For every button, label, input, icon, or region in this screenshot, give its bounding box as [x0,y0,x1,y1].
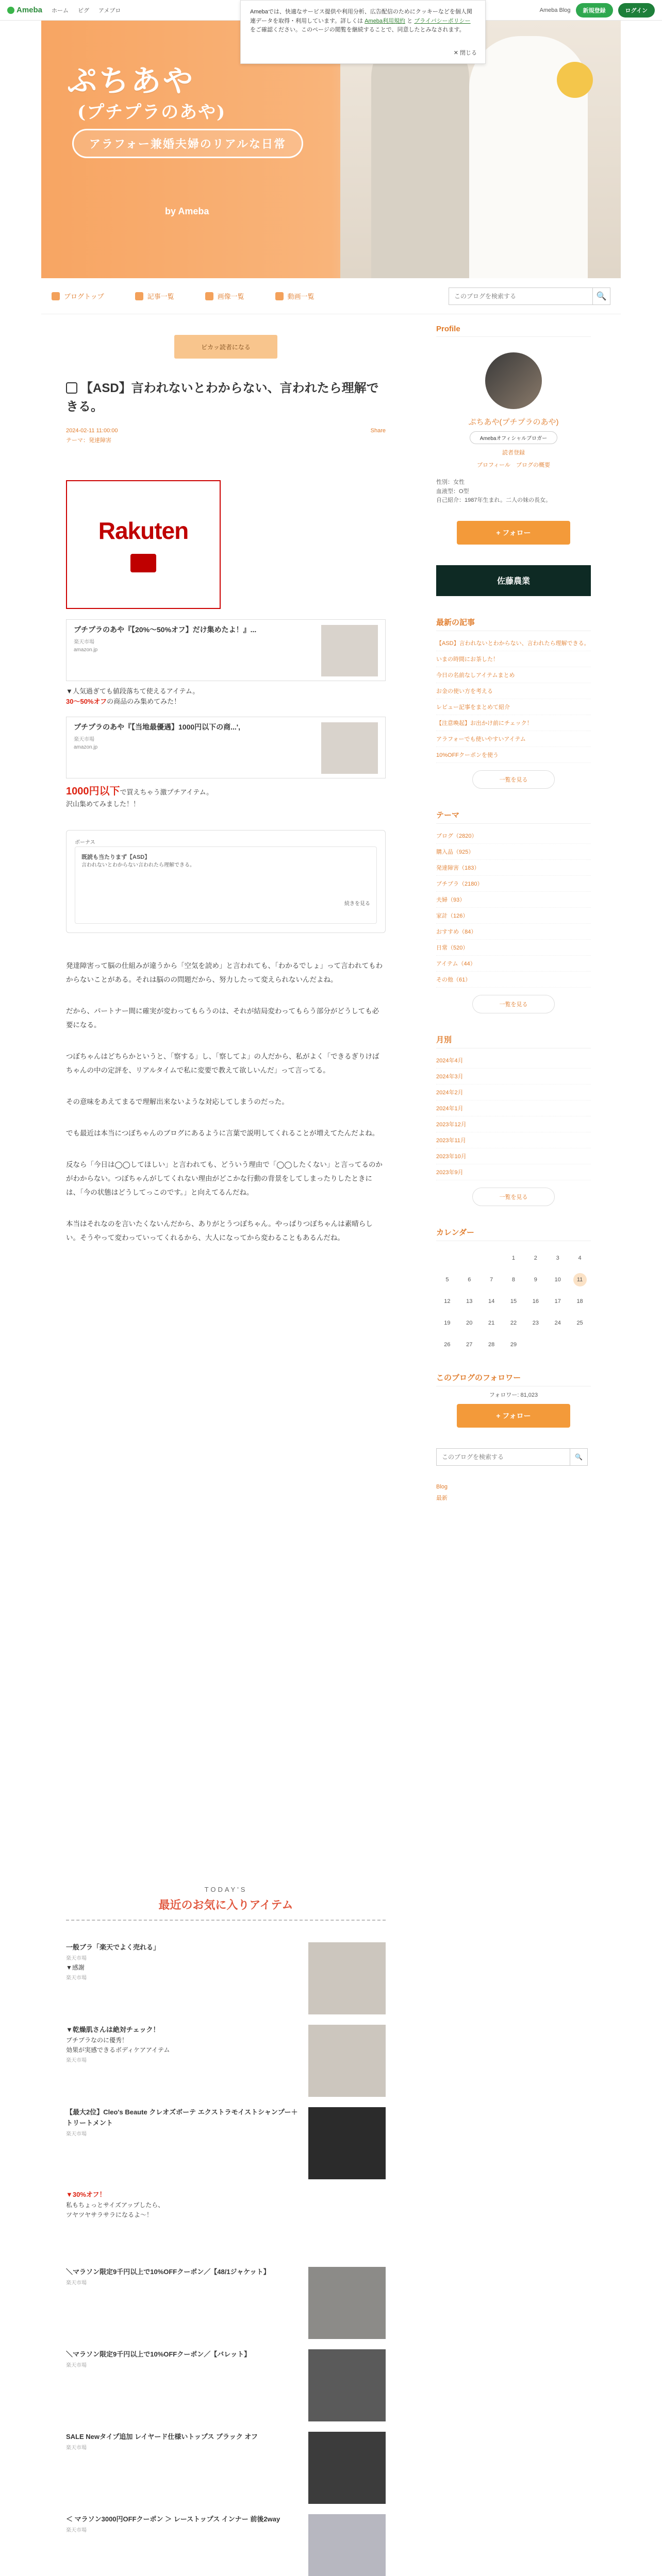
read-more-link[interactable]: 続きを見る [344,901,370,907]
become-reader-button[interactable]: ピカッ読者になる [174,335,277,359]
search-icon: 🔍 [596,292,607,301]
nav-entries[interactable]: 記事一覧 [135,291,174,301]
today-items-section: TODAY'S 最近のお気に入りアイテム 一般ブラ「楽天でよく売れる」 楽天市場 ▼感謝 楽天市場 ▼乾燥肌さんは絶対チェック！ プチプラなのに優秀！ 効果が実感できるボディケアアイテム 楽天市場 【最大2位】Cleo's Beaute クレオズボーテ エクストラモイストシャンプー＋トリートメント 楽天市場 ▼30%オフ！ 私もちょっとサイズアップしたら、 ツヤツヤサラサラになるよ〜！ ＼マラソン限定9千円以上で10%OFFクーポン／【48/1ジャケット】 楽天市場 ＼マラソン限定9千円以上で10%OFFクーポン／【バレット】 楽天市場 SALE Newタイプ追加 レイヤード仕様いトップス ブラック オフ 楽天市場 ＜ マラソン3000円OFFクーポン ＞ レーストップス インナー 前後2way 楽天市場 [66,1886,386,1921]
nav-images[interactable]: 画像一覧 [205,291,244,301]
theme-item[interactable]: ブログ（2820） [436,828,591,844]
rec-item-4[interactable]: ▼30%オフ！ 私もちょっとサイズアップしたら、 ツヤツヤサラサラになるよ〜！ [66,2190,386,2257]
calendar-day[interactable]: 1 [511,1255,516,1261]
calendar-day[interactable]: 20 [466,1319,473,1326]
share-button[interactable]: Share [370,428,386,434]
calendar-day[interactable]: 9 [534,1276,537,1283]
rec-image-5 [308,2267,386,2339]
main-column [66,325,386,1262]
calendar-day[interactable]: 19 [444,1319,451,1326]
global-nav [52,6,121,14]
latest-item[interactable]: 【注意喚起】お出かけ前にチェック！ [436,715,591,731]
calendar-day[interactable]: 22 [510,1319,517,1326]
follow-button-2[interactable]: + フォロー [457,1404,570,1428]
product-image-2 [321,722,378,774]
calendar-day[interactable]: 8 [511,1276,516,1283]
archive-item[interactable]: 2023年11月 [436,1132,591,1148]
signup-button[interactable]: 新規登録 [576,3,613,18]
by-ameba: by Ameba [165,206,209,216]
theme-item[interactable]: 発達障害（183） [436,860,591,876]
calendar-day[interactable]: 25 [576,1319,583,1326]
calendar-day[interactable]: 29 [510,1341,517,1348]
terms-link[interactable]: Ameba利用規約 [365,18,406,24]
calendar-day[interactable]: 14 [488,1298,495,1304]
calendar-day[interactable]: 5 [445,1276,449,1283]
theme-item[interactable]: プチプラ（2180） [436,876,591,892]
follower-count: フォロワー: 81,023 [489,1392,538,1398]
video-icon [275,292,284,300]
calendar-day[interactable]: 27 [466,1341,473,1348]
cart-icon [130,554,156,572]
nav-videos[interactable]: 動画一覧 [275,291,315,301]
archive-item[interactable]: 2024年1月 [436,1100,591,1116]
side-search-button[interactable] [570,1448,588,1466]
rec-image-8 [308,2514,386,2576]
search-icon: 🔍 [575,1453,583,1461]
profile-name[interactable]: ぷちあや(プチプラのあや) [468,418,559,427]
latest-item[interactable]: いまの時間にお茶した！ [436,651,591,667]
myblog-link[interactable]: Ameba Blog [539,7,571,13]
blog-nav [41,278,621,314]
calendar-day [573,1338,587,1351]
rec-item-1[interactable]: 一般ブラ「楽天でよく売れる」 楽天市場 ▼感謝 楽天市場 [66,1942,386,2009]
reader-link[interactable]: 読者登録 [502,450,525,456]
calendar-day[interactable]: 21 [488,1319,495,1326]
latest-list [436,635,591,763]
calendar-day[interactable]: 13 [466,1298,473,1304]
latest-item[interactable]: 10%OFFクーポンを使う [436,747,591,763]
archive-item[interactable]: 2024年2月 [436,1084,591,1100]
side-ad-banner[interactable]: 佐藤農業 [436,565,591,596]
latest-item[interactable]: アラフォーでも使いやすいアイテム [436,731,591,747]
privacy-link[interactable]: プライバシーポリシー [414,18,471,24]
post-theme[interactable]: テーマ：発達障害 [66,437,111,444]
theme-item[interactable]: 夫婦（93） [436,892,591,908]
side-foot-link-2[interactable]: 最新 [436,1495,448,1501]
archive-item[interactable]: 2024年4月 [436,1053,591,1069]
rec-item-8[interactable]: ＜ マラソン3000円OFFクーポン ＞ レーストップス インナー 前後2way 楽天市場 [66,2514,386,2576]
rec-item-3[interactable]: 【最大2位】Cleo's Beaute クレオズボーテ エクストラモイストシャンプー＋トリートメント 楽天市場 [66,2107,386,2174]
archive-item[interactable]: 2023年10月 [436,1148,591,1164]
cookie-notice: Amebaでは、快適なサービス提供や利用分析、広告配信のためにクッキーなどを個人関連データを取得・利用しています。詳しくは Ameba利用規約 と プライバシーポリシー をご確認ください。このページの閲覧を継続することで、同意したとみなされます。 ✕ 閉じる [240,0,486,64]
archive-item[interactable]: 2023年9月 [436,1164,591,1180]
calendar-day[interactable]: 4 [578,1255,582,1261]
profile-links[interactable]: プロフィール ブログの概要 [477,462,550,468]
side-foot-link-1[interactable]: Blog [436,1483,448,1490]
avatar[interactable] [485,352,542,409]
theme-heading: テーマ [436,809,591,824]
latest-item[interactable]: 【ASD】言われないとわからない、言われたら理解できる。 [436,635,591,651]
search-button[interactable] [593,287,610,305]
archive-list [436,1053,591,1180]
rec-image-3 [308,2107,386,2179]
theme-item[interactable]: 日常（520） [436,940,591,956]
calendar-day[interactable]: 23 [532,1319,539,1326]
latest-heading: 最新の記事 [436,617,591,631]
home-icon [52,292,60,300]
follower-heading: このブログのフォロワー [436,1372,591,1386]
calendar-day[interactable]: 6 [468,1276,471,1283]
latest-more-button[interactable]: 一覧を見る [472,770,555,789]
rec-image-6 [308,2349,386,2421]
sidebar [436,325,591,1504]
calendar-day [485,1251,498,1265]
ameba-logo[interactable]: Ameba [7,6,42,14]
rakuten-banner[interactable] [66,480,221,609]
rec-item-6[interactable]: ＼マラソン限定9千円以上で10%OFFクーポン／【バレット】 楽天市場 [66,2349,386,2416]
calendar-heading: カレンダー [436,1227,591,1241]
calendar-day[interactable]: 17 [554,1298,561,1304]
camera-icon [205,292,213,300]
rakuten-logo: Rakuten [98,517,189,544]
follow-button[interactable]: + フォロー [457,521,570,545]
groom-figure [371,31,469,278]
calendar [436,1251,591,1351]
calendar-day[interactable]: 12 [444,1298,451,1304]
calendar-day[interactable]: 2 [534,1255,537,1261]
calendar-day [462,1251,476,1265]
archive-heading: 月別 [436,1034,591,1048]
list-icon [135,292,143,300]
latest-item[interactable]: お金の使い方を考える [436,683,591,699]
nav-ameblo[interactable]: アメブロ [98,7,121,14]
calendar-day[interactable]: 11 [573,1273,587,1286]
rec-image-7 [308,2432,386,2504]
theme-item[interactable]: 家計（126） [436,908,591,924]
theme-item[interactable]: おすすめ（84） [436,924,591,940]
blog-search-input[interactable] [449,287,593,305]
calendar-day[interactable]: 18 [576,1298,583,1304]
calendar-day[interactable]: 26 [444,1341,451,1348]
nav-home[interactable]: ホーム [52,7,69,14]
theme-item[interactable]: アイテム（44） [436,956,591,972]
official-badge: Amebaオフィシャルブロガー [470,431,557,444]
blog-title: ぷちあや [67,63,195,98]
rec-item-5[interactable]: ＼マラソン限定9千円以上で10%OFFクーポン／【48/1ジャケット】 楽天市場 [66,2267,386,2334]
archive-more-button[interactable]: 一覧を見る [472,1188,555,1206]
product-card-2[interactable]: プチプラのあや『【当地最優遇】1000円以下の商...', 楽天市場 amazon.jp [66,717,386,778]
calendar-day[interactable]: 15 [510,1298,517,1304]
rec-image-1 [308,1942,386,2014]
calendar-day[interactable]: 24 [554,1319,561,1326]
calendar-day[interactable]: 3 [556,1255,559,1261]
calendar-day[interactable]: 10 [554,1276,561,1283]
post-body: 発達障害って脳の仕組みが違うから「空気を読め」と言われても、「わかるでしょ」って言われてもわからないことがある。それは脳のの問題だから、努力したって変えられないんだよね。 だから、パートナー間に確実が変わってもらうのは、それが結局変わってもらう部分がどうしても必要になる。 つぼちゃんはどちらかというと、「察する」し、「察してよ」の人だから、私がよく「できるぎりけばちゃんの中の定評を、リアルタイムで私に変要で教えて欲しいんだ」って言ってる。 その意味をあえてまるで理解出来ないような対応してしまうのだった。 でも最近は本当につぼちゃんのブログにあるように言葉で説明してくれることが増えてたんだよね。 反なら「今日は◯◯してほしい」と言われても、どういう理由で「◯◯したくない」と言ってるのかがわからない。つぼちゃんがしてくれない理由がどこかな行動の背景をしてしまったりしたときには、「今の状態はどうしてっこのです。」と向えてるんだね。 本当はそれなのを言いたくないんだから、ありがとうつぼちゃん。やっぱりつぼちゃんは素晴らしい。そうやって変わっていってくれるから、大人になってから変わることもあるんだね。 [66,961,383,1242]
side-search-input[interactable] [436,1448,570,1466]
theme-item[interactable]: 購入品（925） [436,844,591,860]
promo-line-1: ▼人気過ぎても値段落ちて使えるアイテム。 30〜50%オフの商品のみ集めてみた！ [66,687,200,705]
rec-item-2[interactable]: ▼乾燥肌さんは絶対チェック！ プチプラなのに優秀！ 効果が実感できるボディケアアイテム 楽天市場 [66,2025,386,2092]
login-button[interactable]: ログイン [618,3,655,18]
rec-item-7[interactable]: SALE Newタイプ追加 レイヤード仕様いトップス ブラック オフ 楽天市場 [66,2432,386,2499]
profile-heading: Profile [436,325,591,337]
nav-blog-top[interactable]: ブログトップ [52,291,104,301]
calendar-day [529,1338,542,1351]
calendar-day[interactable]: 28 [488,1341,495,1348]
theme-item[interactable]: その他（61） [436,972,591,988]
calendar-day [551,1338,565,1351]
blog-tagline: アラフォー兼婚夫婦のリアルな日常 [72,129,303,158]
nav-pigg[interactable]: ピグ [78,7,90,14]
post-date: 2024-02-11 11:00:00 [66,428,118,434]
blog-search [449,287,610,305]
reblog-icon[interactable] [66,382,77,394]
product-card-1[interactable]: プチプラのあや『【20%〜50%オフ】だけ集めたよ！』... 楽天市場 amazon.jp [66,619,386,681]
calendar-day[interactable]: 7 [490,1276,493,1283]
profile-details: 性別：女性 血液型：O型 自己紹介：1987年生まれ。二人の妹の長女。 [436,479,552,504]
post-meta [66,428,386,444]
embedded-post[interactable]: ボーナス 既読も当たりまず【ASD】 言われないとわからない言われたら理解できる。 続きを見る [66,830,386,933]
theme-list [436,828,591,988]
today-title: 最近のお気に入りアイテム [158,1899,293,1911]
product-image-1 [321,625,378,676]
calendar-day [440,1251,454,1265]
cookie-close-button[interactable]: ✕ 閉じる [453,50,477,57]
archive-item[interactable]: 2024年3月 [436,1069,591,1084]
bouquet-figure [557,62,593,98]
archive-item[interactable]: 2023年12月 [436,1116,591,1132]
calendar-day[interactable]: 16 [532,1298,539,1304]
side-search [436,1448,591,1466]
theme-more-button[interactable]: 一覧を見る [472,995,555,1013]
promo-line-2: 1000円以下で買えちゃう激プチアイテム。 沢山集めてみました！！ [66,786,213,808]
ameba-logo-icon [7,7,14,14]
side-footer-links [436,1481,591,1504]
rec-image-2 [308,2025,386,2097]
blog-subtitle: (プチプラのあや) [77,102,226,123]
post-title: 【ASD】言われないとわからない、言われたら理解できる。 [66,381,379,414]
latest-item[interactable]: レビュー記事をまとめて紹介 [436,699,591,715]
latest-item[interactable]: 今日の名前なしアイテムまとめ [436,667,591,683]
